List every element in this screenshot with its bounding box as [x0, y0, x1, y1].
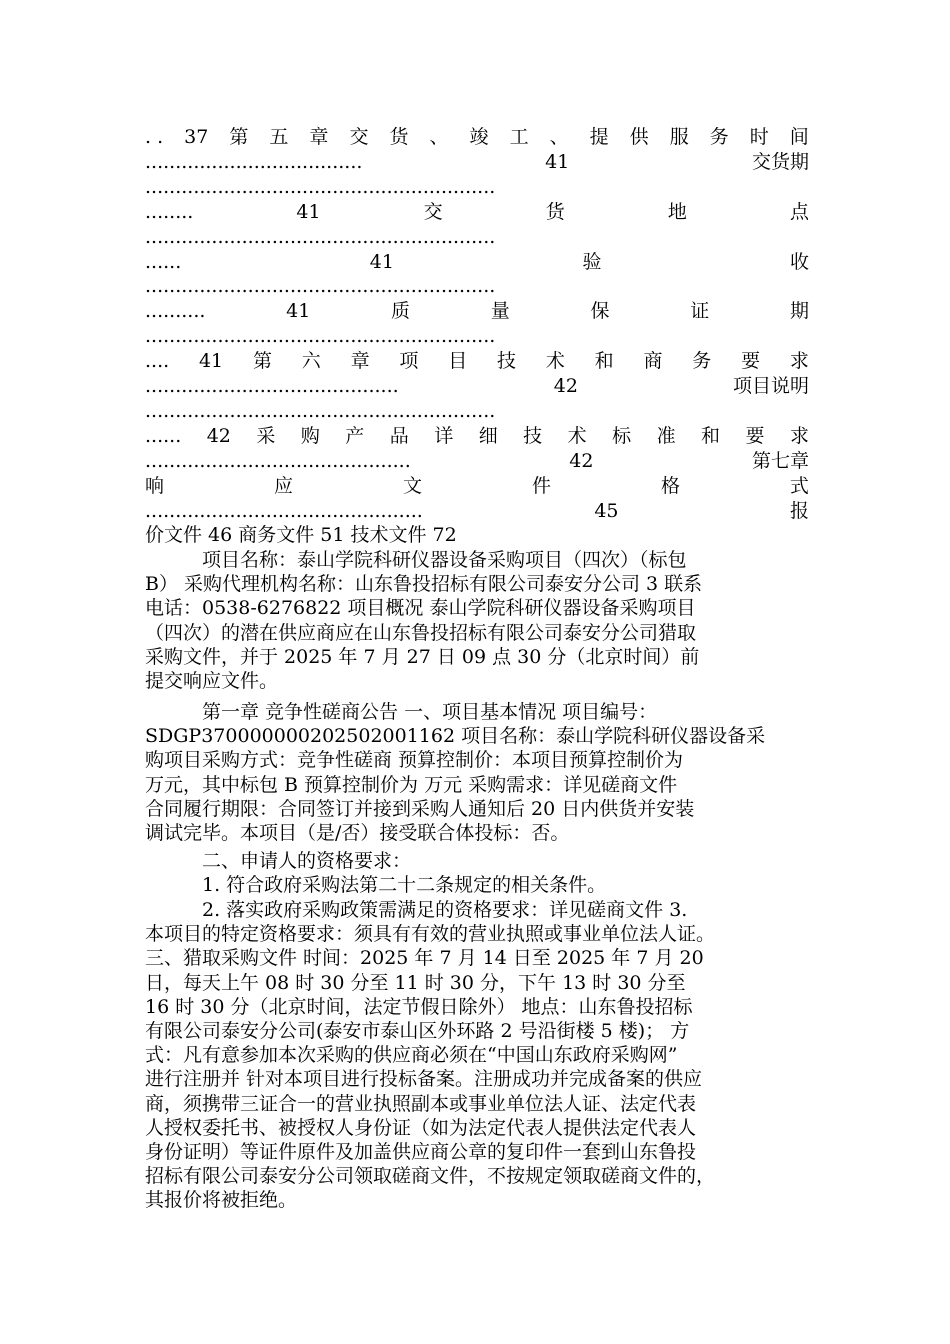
toc-fragment: 应 — [273, 474, 293, 497]
paragraph-line: 人授权委托书、被授权人身份证（如为法定代表人提供法定代表人 — [145, 1116, 697, 1139]
toc-fragment: 五 — [269, 126, 289, 148]
toc-fragment: 件 — [531, 474, 551, 497]
toc-fragment: 要 — [741, 350, 761, 373]
toc-fragment: 证 — [690, 300, 710, 323]
toc-line — [145, 274, 809, 298]
paragraph-line: 商，须携带三证合一的营业执照副本或事业单位法人证、法定代表 — [145, 1092, 697, 1115]
toc-line — [145, 324, 809, 348]
toc-fragment: 六 — [301, 350, 321, 373]
paragraph-line: B） 采购代理机构名称：山东鲁投招标有限公司泰安分公司 3 联系 — [145, 573, 703, 596]
toc-fragment: 41 — [369, 250, 394, 273]
toc-fragment: 文 — [402, 474, 422, 497]
toc-fragment: 交 — [349, 126, 369, 148]
toc-fragment: 服 — [669, 126, 689, 148]
paragraph-line: SDGP370000000202502001162 项目名称：泰山学院科研仪器设备采 — [145, 725, 766, 748]
toc-fragment: .......... — [145, 300, 206, 323]
toc-fragment: 准 — [656, 424, 676, 447]
toc-fragment: 技 — [497, 350, 517, 373]
toc-fragment: 工 — [509, 126, 529, 148]
toc-fragment: 、 — [549, 126, 569, 148]
toc-fragment: 项目说明 — [732, 375, 809, 397]
toc-fragment: 竣 — [469, 126, 489, 148]
paragraph-line: 进行注册并 针对本项目进行投标备案。注册成功并完成备案的供应 — [145, 1068, 703, 1091]
toc-fragment: .......................................................... — [145, 275, 496, 298]
paragraph-line: 购项目采购方式：竞争性磋商 预算控制价：本项目预算控制价为 — [145, 749, 684, 772]
toc-line — [145, 225, 809, 249]
toc-line — [145, 374, 809, 398]
toc-line — [145, 175, 809, 199]
paragraph-line: 有限公司泰安分公司(泰安市泰山区外环路 2 号沿街楼 5 楼)； 方 — [145, 1019, 690, 1042]
qualification-heading: 二、申请人的资格要求： — [202, 850, 412, 872]
toc-fragment: 41 — [545, 150, 570, 173]
toc-fragment: 第 — [252, 350, 272, 373]
toc-fragment: 收 — [789, 250, 809, 273]
toc-line — [145, 250, 809, 274]
toc-fragment: ...... — [145, 424, 182, 447]
toc-fragment: 期 — [789, 300, 809, 323]
toc-fragment: 量 — [490, 300, 510, 323]
toc-line — [145, 499, 809, 523]
toc-fragment: 要 — [745, 424, 765, 447]
toc-fragment: .......................................................... — [145, 175, 496, 198]
toc-fragment: 务 — [709, 126, 729, 148]
toc-fragment: .............................................. — [145, 499, 423, 522]
toc-fragment: 式 — [789, 474, 809, 497]
toc-line — [145, 399, 809, 423]
toc-fragment: 第七章 — [751, 449, 809, 472]
toc-line — [145, 125, 809, 149]
paragraph-line: 项目名称：泰山学院科研仪器设备采购项目（四次）（标包 — [202, 549, 687, 571]
toc-fragment: .......................................................... — [145, 399, 496, 422]
paragraph-line: 电话：0538-6276822 项目概况 泰山学院科研仪器设备采购项目 — [145, 597, 696, 620]
toc-fragment: ...... — [145, 250, 182, 273]
toc-fragment: 求 — [789, 350, 809, 373]
toc-fragment: 项 — [399, 350, 419, 373]
paragraph-line: 招标有限公司泰安分公司领取磋商文件，不按规定领取磋商文件的， — [145, 1165, 716, 1188]
toc-last-line: 价文件 46 商务文件 51 技术文件 72 — [145, 524, 457, 546]
toc-line — [145, 349, 809, 373]
toc-fragment: 标 — [612, 424, 632, 447]
toc-line — [145, 449, 809, 473]
paragraph-line: 提交响应文件。 — [145, 669, 279, 692]
toc-fragment: 技 — [523, 424, 543, 447]
toc-line — [145, 299, 809, 323]
toc-fragment: 验 — [582, 250, 602, 273]
toc-fragment: 货 — [545, 200, 565, 223]
paragraph-line: 万元，其中标包 B 预算控制价为 万元 采购需求：详见磋商文件 — [145, 773, 678, 796]
toc-fragment: 格 — [660, 474, 680, 497]
paragraph-line: 三、猎取采购文件 时间：2025 年 7 月 14 日至 2025 年 7 月 20 — [145, 947, 704, 970]
toc-fragment: 质 — [391, 300, 411, 323]
toc-fragment: 目 — [448, 350, 468, 373]
paragraph-line: 本项目的特定资格要求：须具有有效的营业执照或事业单位法人证。 — [145, 923, 716, 946]
toc-fragment: 报 — [789, 499, 809, 522]
toc-fragment: 响 — [145, 474, 165, 497]
qualification-and-document-paragraph — [145, 898, 809, 1212]
toc-fragment: 购 — [300, 424, 320, 447]
toc-fragment: 第 — [229, 126, 249, 148]
paragraph-line: （四次）的潜在供应商应在山东鲁投招标有限公司泰安分公司猎取 — [145, 621, 697, 644]
toc-fragment: 点 — [789, 200, 809, 223]
paragraph-line: 调试完毕。本项目（是/否）接受联合体投标：否。 — [145, 821, 570, 844]
toc-fragment: 货 — [389, 126, 409, 148]
paragraph-line: 16 时 30 分（北京时间，法定节假日除外） 地点：山东鲁投招标 — [145, 995, 693, 1018]
toc-fragment: 42 — [569, 449, 594, 472]
toc-fragment: 41 — [198, 350, 224, 373]
toc-fragment: .......................................................... — [145, 325, 496, 348]
toc-fragment: 章 — [309, 126, 329, 148]
toc-fragment: 42 — [206, 424, 231, 447]
toc-fragment: ........ — [145, 200, 194, 223]
toc-fragment: .... — [145, 350, 170, 373]
paragraph-line: 合同履行期限：合同签订并接到采购人通知后 20 日内供货并安装 — [145, 797, 695, 820]
toc-fragment: 时 — [749, 126, 769, 148]
toc-fragment: 采 — [256, 424, 276, 447]
toc-fragment: 详 — [434, 424, 454, 447]
chapter-one-paragraph — [145, 700, 809, 845]
toc-line — [145, 424, 809, 448]
paragraph-line: 第一章 竞争性磋商公告 一、项目基本情况 项目编号： — [202, 701, 658, 723]
toc-fragment: 保 — [590, 300, 610, 323]
toc-line — [145, 474, 809, 498]
toc-fragment: 交货期 — [751, 150, 809, 173]
paragraph-line: 日，每天上午 08 时 30 分至 11 时 30 分，下午 13 时 30 分至 — [145, 971, 686, 994]
toc-fragment: .......................................................... — [145, 225, 496, 248]
toc-fragment: 42 — [553, 375, 578, 397]
paragraph-line: 身份证明）等证件原件及加盖供应商公章的复印件一套到山东鲁投 — [145, 1140, 697, 1163]
toc-fragment: 、 — [429, 126, 449, 148]
toc-fragment: 品 — [389, 424, 409, 447]
toc-fragment: 45 — [594, 499, 619, 522]
toc-fragment: 产 — [345, 424, 365, 447]
toc-fragment: 41 — [286, 300, 311, 323]
toc-fragment: 和 — [594, 350, 614, 373]
toc-fragment: 术 — [567, 424, 587, 447]
toc-fragment: 章 — [350, 350, 370, 373]
toc-fragment: . . — [145, 126, 164, 148]
toc-fragment: 求 — [789, 424, 809, 447]
toc-fragment: 和 — [701, 424, 721, 447]
project-summary-paragraph — [145, 548, 809, 693]
toc-line — [145, 200, 809, 224]
paragraph-line: 其报价将被拒绝。 — [145, 1189, 298, 1212]
toc-fragment: 商 — [643, 350, 663, 373]
toc-fragment: 37 — [184, 126, 209, 148]
toc-fragment: 细 — [478, 424, 498, 447]
toc-fragment: 交 — [423, 200, 443, 223]
paragraph-line: 式：凡有意参加本次采购的供应商必须在“中国山东政府采购网” — [145, 1044, 678, 1067]
qualification-item-1: 1. 符合政府采购法第二十二条规定的相关条件。 — [202, 874, 607, 896]
paragraph-line: 采购文件，并于 2025 年 7 月 27 日 09 点 30 分（北京时间）前 — [145, 645, 700, 668]
toc-fragment: .................................... — [145, 150, 363, 173]
toc-fragment: 供 — [629, 126, 649, 148]
toc-fragment: .......................................... — [145, 375, 399, 397]
toc-line — [145, 150, 809, 174]
toc-fragment: 提 — [589, 126, 609, 148]
toc-fragment: ............................................ — [145, 449, 411, 472]
toc-fragment: 务 — [692, 350, 712, 373]
paragraph-line: 2. 落实政府采购政策需满足的资格要求：详见磋商文件 3. — [202, 899, 688, 921]
toc-fragment: 间 — [789, 126, 809, 148]
toc-fragment: 41 — [296, 200, 321, 223]
toc-fragment: 术 — [545, 350, 565, 373]
toc-fragment: 地 — [667, 200, 687, 223]
